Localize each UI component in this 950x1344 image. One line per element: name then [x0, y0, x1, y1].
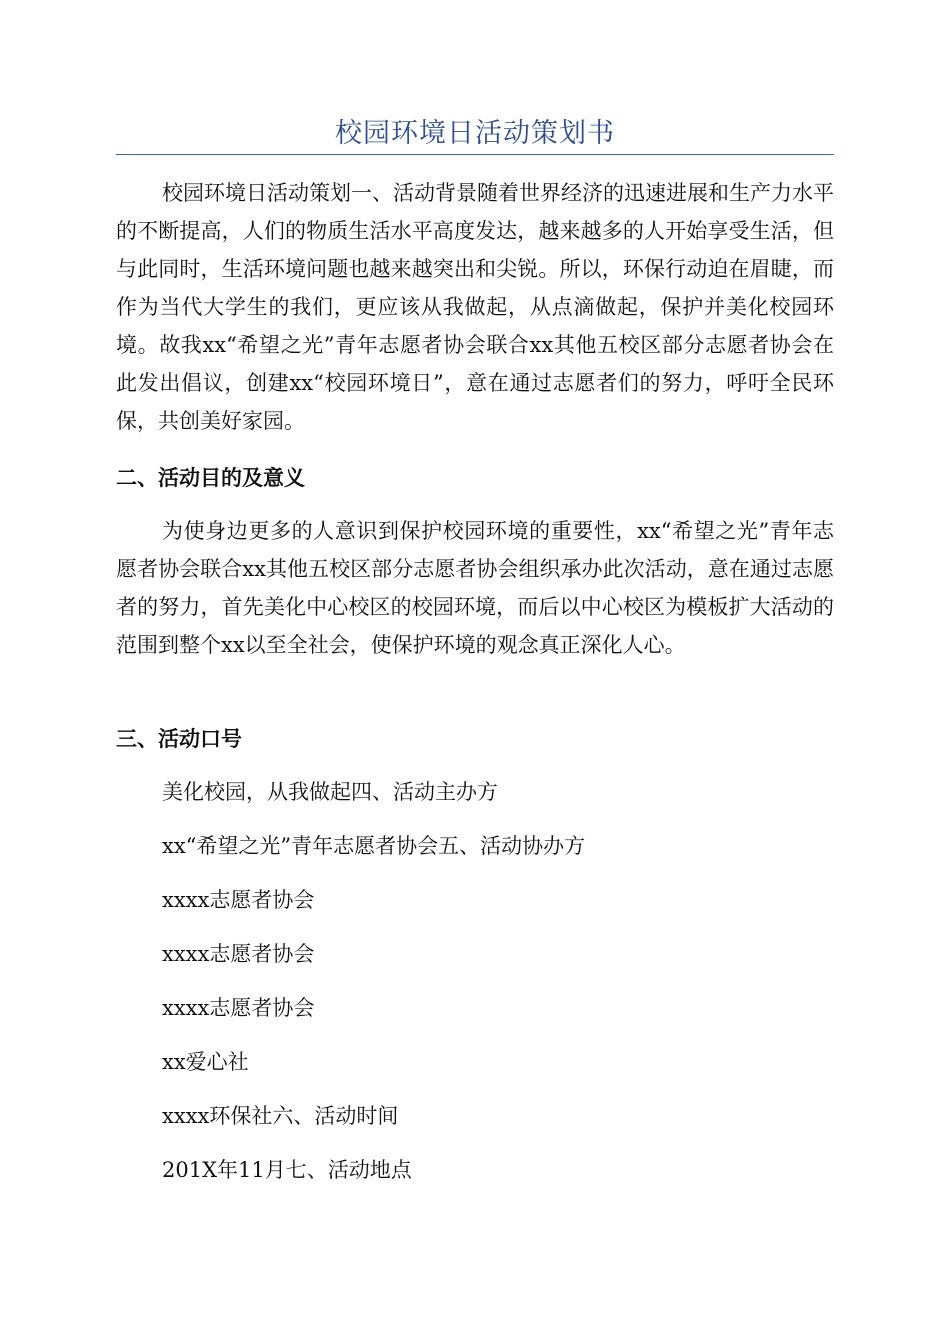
list-item: xxxx志愿者协会	[162, 996, 315, 1020]
section-heading-purpose: 二、活动目的及意义	[116, 466, 305, 490]
list-item: 201X年11月七、活动地点	[162, 1158, 412, 1182]
title-underline	[116, 154, 834, 155]
list-item: xxxx环保社六、活动时间	[162, 1104, 399, 1128]
list-item: xxxx志愿者协会	[162, 942, 315, 966]
document-title: 校园环境日活动策划书	[335, 118, 615, 149]
list-item: xx爱心社	[162, 1050, 249, 1074]
list-item: xx“希望之光”青年志愿者协会五、活动协办方	[162, 834, 586, 858]
section-heading-slogan: 三、活动口号	[116, 727, 242, 751]
list-item: 美化校园，从我做起四、活动主办方	[162, 780, 498, 804]
purpose-paragraph: 为使身边更多的人意识到保护校园环境的重要性，xx“希望之光”青年志愿者协会联合xx其他五校区部分志愿者协会组织承办此次活动，意在通过志愿者的努力，首先美化中心校区的校园环境，而后以中心校区为模板扩大活动的范围到整个xx以至全社会，使保护环境的观念真正深化人心。	[116, 519, 834, 657]
intro-paragraph: 校园环境日活动策划一、活动背景随着世界经济的迅速进展和生产力水平的不断提高，人们的物质生活水平高度发达，越来越多的人开始享受生活，但与此同时，生活环境问题也越来越突出和尖锐。所以，环保行动迫在眉睫，而作为当代大学生的我们，更应该从我做起，从点滴做起，保护并美化校园环境。故我xx“希望之光”青年志愿者协会联合xx其他五校区部分志愿者协会在此发出倡议，创建xx“校园环境日”，意在通过志愿者们的努力，呼吁全民环保，共创美好家园。	[116, 181, 834, 433]
list-item: xxxx志愿者协会	[162, 888, 315, 912]
